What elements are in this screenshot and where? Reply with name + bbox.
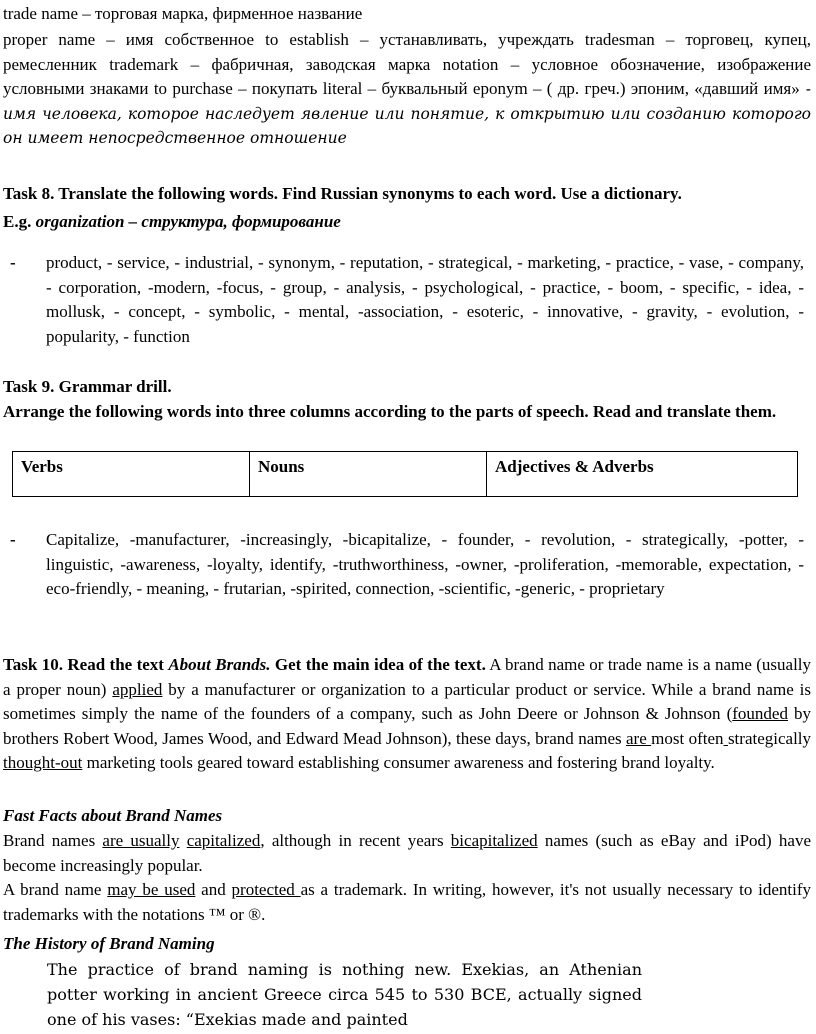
- underlined-word: are: [626, 728, 652, 748]
- task9-heading: Task 9. Grammar drill.: [3, 377, 172, 396]
- fast-facts-paragraph-1: [3, 829, 811, 878]
- table-header-row: [13, 452, 798, 497]
- task10-heading-end: Get the main idea of the text.: [270, 655, 486, 674]
- task10-paragraph: [3, 653, 811, 776]
- underlined-word: thought-out: [3, 753, 83, 772]
- underlined-word: are usually: [102, 831, 180, 850]
- task10-text-part: most often: [651, 728, 724, 748]
- underlined-word: capitalized: [186, 831, 261, 850]
- column-verbs: Verbs: [13, 452, 250, 497]
- facts-text: Brand names: [3, 831, 103, 850]
- parts-of-speech-table: [12, 451, 798, 497]
- column-nouns: Nouns: [250, 452, 487, 497]
- facts-text: [180, 831, 187, 850]
- glossary-paragraph-text: proper name – имя собственное to establish – устанавливать, учреждать tradesman – торговец, купец, ремесленник trademark – фабричная, заводская марка notation – условное обозначение, изображение условными знаками to purchase – покупать literal – буквальный eponym – ( др. греч.) эпоним, «давший имя»: [3, 30, 811, 98]
- underlined-word: founded: [732, 704, 788, 723]
- task9-words: Capitalize, -manufacturer, -increasingly, -bicapitalize, - founder, - revolution, - strategically, -potter, - linguistic, -awareness, -loyalty, identify, -truthworthiness, -owner, -proliferation, -memorable, expectation, -eco-friendly, - meaning, - frutarian, -spirited, connection, -scientific, -generic, - proprietary: [46, 530, 804, 598]
- task9-instruction: Arrange the following words into three columns according to the parts of speech. Read and translate them.: [3, 402, 777, 421]
- task9-list-dash: -: [10, 530, 16, 549]
- facts-text: and: [195, 880, 232, 899]
- task10-text-part: by a manufacturer or organization to a particular product or service. While a brand name is sometimes simply the name of the founders of a company, such as John Deere or Johnson & Johnson (: [3, 679, 811, 723]
- facts-text: as a trademark. In writing, however, it's not usually necessary to identify trademarks with the notations ™ or ®.: [3, 880, 812, 924]
- task10-text-part: marketing tools geared toward establishing consumer awareness and fostering brand loyalty.: [82, 753, 715, 772]
- glossary-line-trade-name: trade name – торговая марка, фирменное название: [3, 4, 363, 23]
- underlined-word: protected: [231, 880, 301, 899]
- task10-heading-start: Task 10. Read the text: [3, 655, 169, 674]
- task8-list-dash: -: [10, 253, 16, 272]
- facts-text: names (such as eBay and iPod) have become increasingly popular.: [3, 831, 811, 875]
- task9-word-list: [0, 528, 808, 602]
- glossary-eponym-definition: - имя человека, которое наследует явление или понятие, к открытию или созданию которого он имеет непосредственное отношение: [3, 80, 811, 147]
- underlined-word: bicapitalized: [450, 831, 538, 850]
- glossary-paragraph: [3, 28, 811, 151]
- history-heading: The History of Brand Naming: [3, 934, 215, 953]
- task8-word-list: [0, 251, 808, 349]
- underlined-word: may be used: [107, 880, 196, 899]
- task8-example-text: organization – структура, формирование: [35, 212, 341, 231]
- column-adjectives-adverbs: Adjectives & Adverbs: [487, 452, 798, 497]
- task10-text-title: About Brands.: [168, 655, 271, 674]
- task8-example-prefix: E.g.: [3, 212, 36, 231]
- facts-text: A brand name: [3, 880, 108, 899]
- task10-text-part: by brothers Robert Wood, James Wood, and Edward Mead Johnson), these days, brand names: [3, 704, 811, 748]
- task8-words: product, - service, - industrial, - synonym, - reputation, - strategical, - marketing, - practice, - vase, - company, - corporation, -modern, -focus, - group, - analysis, - psychological, - practice, - boom, - specific, - idea, - mollusk, - concept, - symbolic, - mental, -association, - esoteric, - innovative, - gravity, - evolution, - popularity, - function: [46, 253, 804, 346]
- underlined-word: applied: [112, 679, 163, 699]
- task8-example: [3, 210, 341, 235]
- facts-text: , although in recent years: [260, 831, 451, 850]
- fast-facts-paragraph-2: [3, 878, 811, 927]
- history-paragraph: The practice of brand naming is nothing new. Exekias, an Athenian potter working in ancient Greece circa 545 to 530 BCE, actually signed one of his vases: “Exekias made and painted: [47, 960, 642, 1029]
- task10-text-part: strategically: [727, 728, 812, 748]
- task8-heading: Task 8. Translate the following words. Find Russian synonyms to each word. Use a dictionary.: [3, 184, 682, 203]
- fast-facts-heading: Fast Facts about Brand Names: [3, 806, 223, 825]
- task10-text-part: A brand name or trade name is a name (usually a proper noun): [3, 655, 812, 699]
